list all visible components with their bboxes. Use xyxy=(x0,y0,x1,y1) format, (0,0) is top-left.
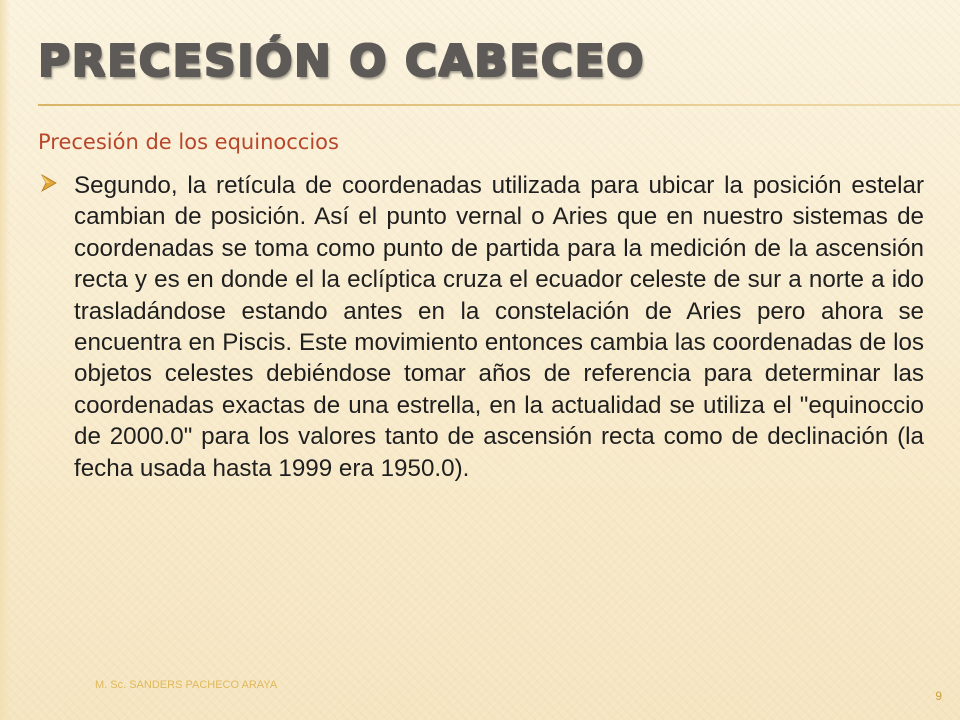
page-number: 9 xyxy=(935,689,942,703)
bullet-list xyxy=(38,170,924,484)
bullet-text: Segundo, la retícula de coordenadas utilizada para ubicar la posición estelar cambian de posición. Así el punto vernal o Aries que en nuestro sistemas de coordenadas se toma como punto de partida para la medición de la ascensión recta y es en donde el la eclíptica cruza el ecuador celeste de sur a norte a ido trasladándose estando antes en la constelación de Aries pero ahora se encuentra en Piscis. Este movimiento entonces cambia las coordenadas de los objetos celestes debiéndose tomar años de referencia para determinar las coordenadas exactas de una estrella, en la actualidad se utiliza el "equinoccio de 2000.0" para los valores tanto de ascensión recta como de declinación (la fecha usada hasta 1999 era 1950.0). xyxy=(74,172,924,482)
bullet-item xyxy=(38,170,924,484)
title-underline-rule xyxy=(38,104,960,106)
slide-subheading: Precesión de los equinoccios xyxy=(38,130,339,154)
left-decorative-strip xyxy=(0,0,10,720)
footer-author: M. Sc. SANDERS PACHECO ARAYA xyxy=(95,679,278,691)
slide-title: PRECESIÓN O CABECEO xyxy=(38,36,646,87)
arrow-bullet-icon xyxy=(38,172,60,194)
